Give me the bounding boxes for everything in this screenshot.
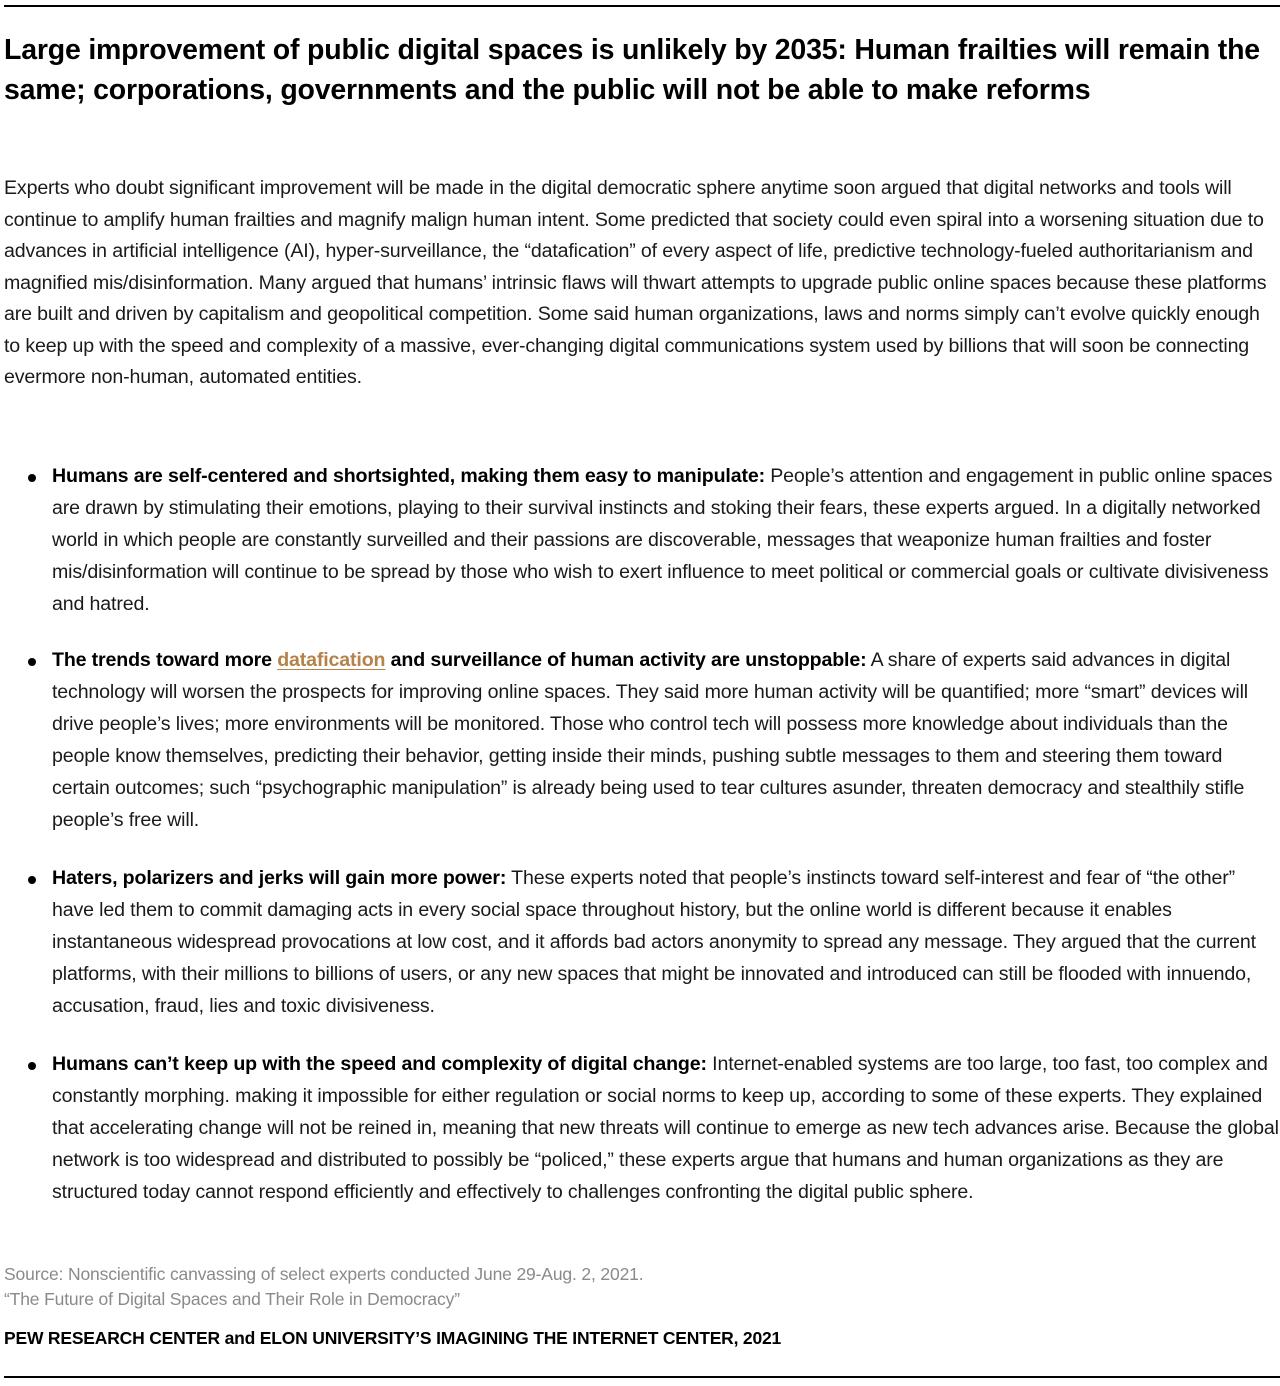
bullet-heading [52, 649, 866, 671]
bullet-icon [28, 1062, 36, 1070]
bullet-body: Internet-enabled systems are too large, too fast, too complex and constantly morphing. making it impossible for either regulation or social norms to keep up, according to some of these experts. They explained that accelerating change will not be reined in, meaning that new threats will continue to emerge as new tech advances arise. Because the global network is too widespread and distributed to possibly be “policed,” these experts argue that humans and human organizations as they are structured today cannot respond efficiently and effectively to challenges confronting the digital public sphere. [52, 1053, 1279, 1203]
bullet-body: These experts noted that people’s instincts toward self-interest and fear of “the other” have led them to commit damaging acts in every social space throughout history, but the online world is different because it enables instantaneous widespread provocations at low cost, and it affords bad actors anonymity to spread any message. They argued that the current platforms, with their millions to billions of users, or any new spaces that might be innovated and introduced can still be flooded with innuendo, accusation, fraud, lies and toxic divisiveness. [52, 867, 1256, 1017]
bullet-heading-start: The trends toward more [52, 649, 272, 671]
page-title: Large improvement of public digital spaces is unlikely by 2035: Human frailties will remain the same; corporations, governments and the public will not be able to make reforms [4, 34, 1260, 106]
top-divider [4, 5, 1280, 7]
list-item [0, 644, 1280, 836]
bullet-body: A share of experts said advances in digital technology will worsen the prospects for improving online spaces. They said more human activity will be quantified; more “smart” devices will drive people’s lives; more environments will be monitored. Those who control tech will possess more knowledge about individuals than the people know themselves, predicting their behavior, getting inside their minds, pushing subtle messages to them and steering them toward certain outcomes; such “psychographic manipulation” is already being used to tear cultures asunder, threaten democracy and stealthily stifle people’s free will. [52, 649, 1249, 831]
list-item [0, 460, 1280, 620]
list-item [0, 862, 1280, 1022]
bullet-heading: Haters, polarizers and jerks will gain more power: [52, 867, 507, 889]
bullet-heading: Humans are self-centered and shortsighted, making them easy to manipulate: [52, 465, 765, 487]
bullet-icon [28, 474, 36, 482]
bullet-icon [28, 876, 36, 884]
datafication-link[interactable]: datafication [277, 649, 386, 671]
credit-line: PEW RESEARCH CENTER and ELON UNIVERSITY’S IMAGINING THE INTERNET CENTER, 2021 [4, 1328, 782, 1348]
bullet-body: People’s attention and engagement in public online spaces are drawn by stimulating their emotions, playing to their survival instincts and stoking their fears, these experts argued. In a digitally networked world in which people are constantly surveilled and their passions are discoverable, messages that weaponize human frailties and foster mis/disinformation will continue to be spread by those who wish to exert influence to meet political or commercial goals or cultivate divisiveness and hatred. [52, 465, 1273, 615]
bullet-heading: Humans can’t keep up with the speed and complexity of digital change: [52, 1053, 707, 1075]
bullet-icon [28, 658, 36, 666]
source-line: Source: Nonscientific canvassing of select experts conducted June 29-Aug. 2, 2021. [4, 1264, 644, 1284]
report-title: “The Future of Digital Spaces and Their Role in Democracy” [4, 1289, 460, 1309]
list-item [0, 1048, 1280, 1208]
bottom-divider [4, 1376, 1280, 1378]
intro-paragraph: Experts who doubt significant improvement will be made in the digital democratic sphere anytime soon argued that digital networks and tools will continue to amplify human frailties and magnify malign human intent. Some predicted that society could even spiral into a worsening situation due to advances in artificial intelligence (AI), hyper-surveillance, the “datafication” of every aspect of life, predictive technology-fueled authoritarianism and magnified mis/disinformation. Many argued that humans’ intrinsic flaws will thwart attempts to upgrade public online spaces because these platforms are built and driven by capitalism and geopolitical competition. Some said human organizations, laws and norms simply can’t evolve quickly enough to keep up with the speed and complexity of a massive, ever-changing digital communications system used by billions that will soon be connecting evermore non-human, automated entities. [4, 177, 1267, 388]
source-note [4, 1262, 643, 1312]
bullet-heading-end: and surveillance of human activity are unstoppable: [390, 649, 867, 671]
